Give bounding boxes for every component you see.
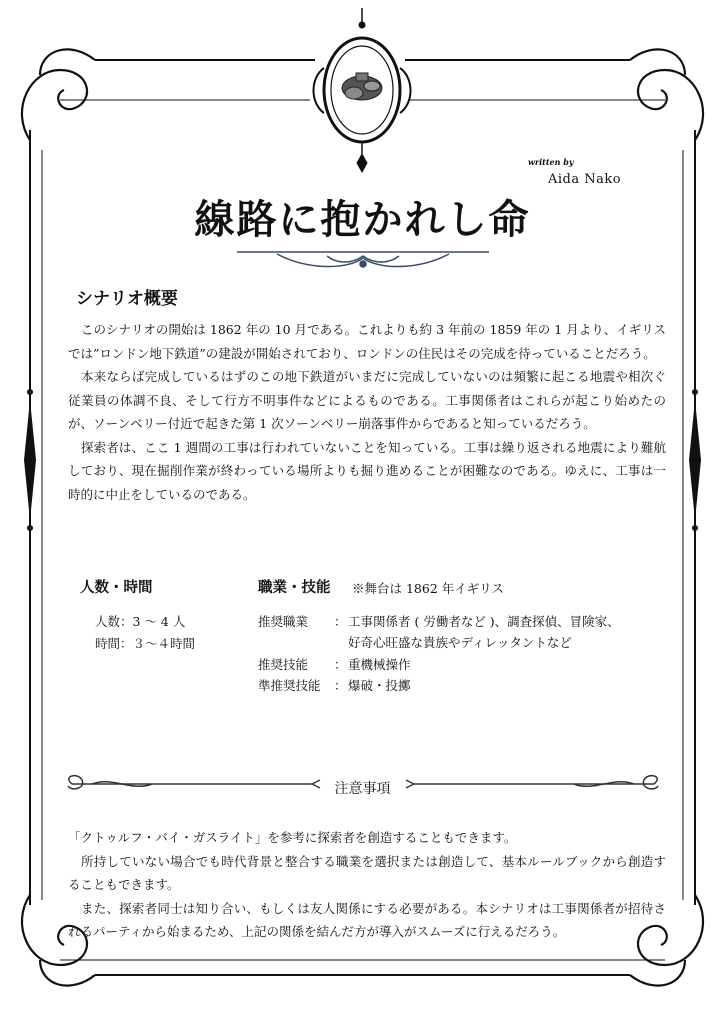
overview-paragraph: 本来ならば完成しているはずのこの地下鉄道がいまだに完成していないのは頻繁に起こる地震や相次ぐ従業員の体調不良、そして行方不明事件などによるものである。工事関係者はこれらが起こり始めたのが、ソーンベリー付近で起きた第 1 次ソーンベリー崩落事件からであると知っているだろう。 (68, 369, 666, 431)
skill-value: 好奇心旺盛な貴族やディレッタントなど (348, 635, 572, 650)
caution-body (68, 826, 666, 944)
setting-note: ※舞台は 1862 年イギリス (352, 581, 505, 596)
skill-value: 爆破・投擲 (348, 678, 411, 693)
overview-body (68, 318, 666, 506)
overview-paragraph: このシナリオの開始は 1862 年の 10 月である。これよりも約 3 年前の 1859 年の 1 月より、イギリスでは”ロンドン地下鉄道”の建設が開始されており、ロンドンの住民はその完成を待っていることだろう。 (68, 322, 666, 361)
caution-paragraph: 所持していない場合でも時代背景と整合する職業を選択または創造して、基本ルールブックから創造することもできます。 (68, 853, 666, 892)
overview-paragraph: 探索者は、ここ 1 週間の工事は行われていないことを知っている。工事は繰り返される地震により難航しており、現在掘削作業が終わっている場所よりも掘り進めることが困難なのである。ゆえに、工事は一時的に中止をしているのである。 (68, 439, 666, 502)
player-count: 人数：3 ～ 4 人 (95, 614, 186, 629)
skill-value: 工事関係者 ( 労働者など )、調査探偵、冒険家、 (348, 614, 620, 629)
skill-separator: ： (334, 614, 347, 629)
skills-heading: 職業・技能 (258, 579, 331, 596)
cameo-medallion (310, 8, 415, 173)
title-flourish (237, 244, 489, 274)
skill-value: 重機械操作 (348, 657, 411, 672)
page-title: 線路に抱かれし命 (194, 196, 531, 243)
skill-label: 準推奨技能 (258, 678, 321, 693)
players-heading: 人数・時間 (80, 579, 153, 596)
author-name: Aida Nako (548, 172, 622, 187)
skill-separator: ： (334, 678, 347, 693)
play-time: 時間：３～４時間 (95, 636, 196, 651)
skill-label: 推奨職業 (258, 614, 309, 629)
overview-heading: シナリオ概要 (76, 289, 178, 309)
skill-separator: ： (334, 657, 347, 672)
caution-flourish-right (402, 772, 664, 796)
caution-paragraph: 「クトゥルフ・バイ・ガスライト」を参考に探索者を創造することもできます。 (68, 830, 517, 845)
written-by-label: written by (528, 157, 574, 167)
skill-label: 推奨技能 (258, 657, 309, 672)
caution-paragraph: また、探索者同士は知り合い、もしくは友人関係にする必要がある。本シナリオは工事関係者が招待されるパーティから始まるため、上記の関係を結んだ方が導入がスムーズに行えるだろう。 (68, 900, 666, 939)
caution-heading: 注意事項 (334, 781, 391, 797)
